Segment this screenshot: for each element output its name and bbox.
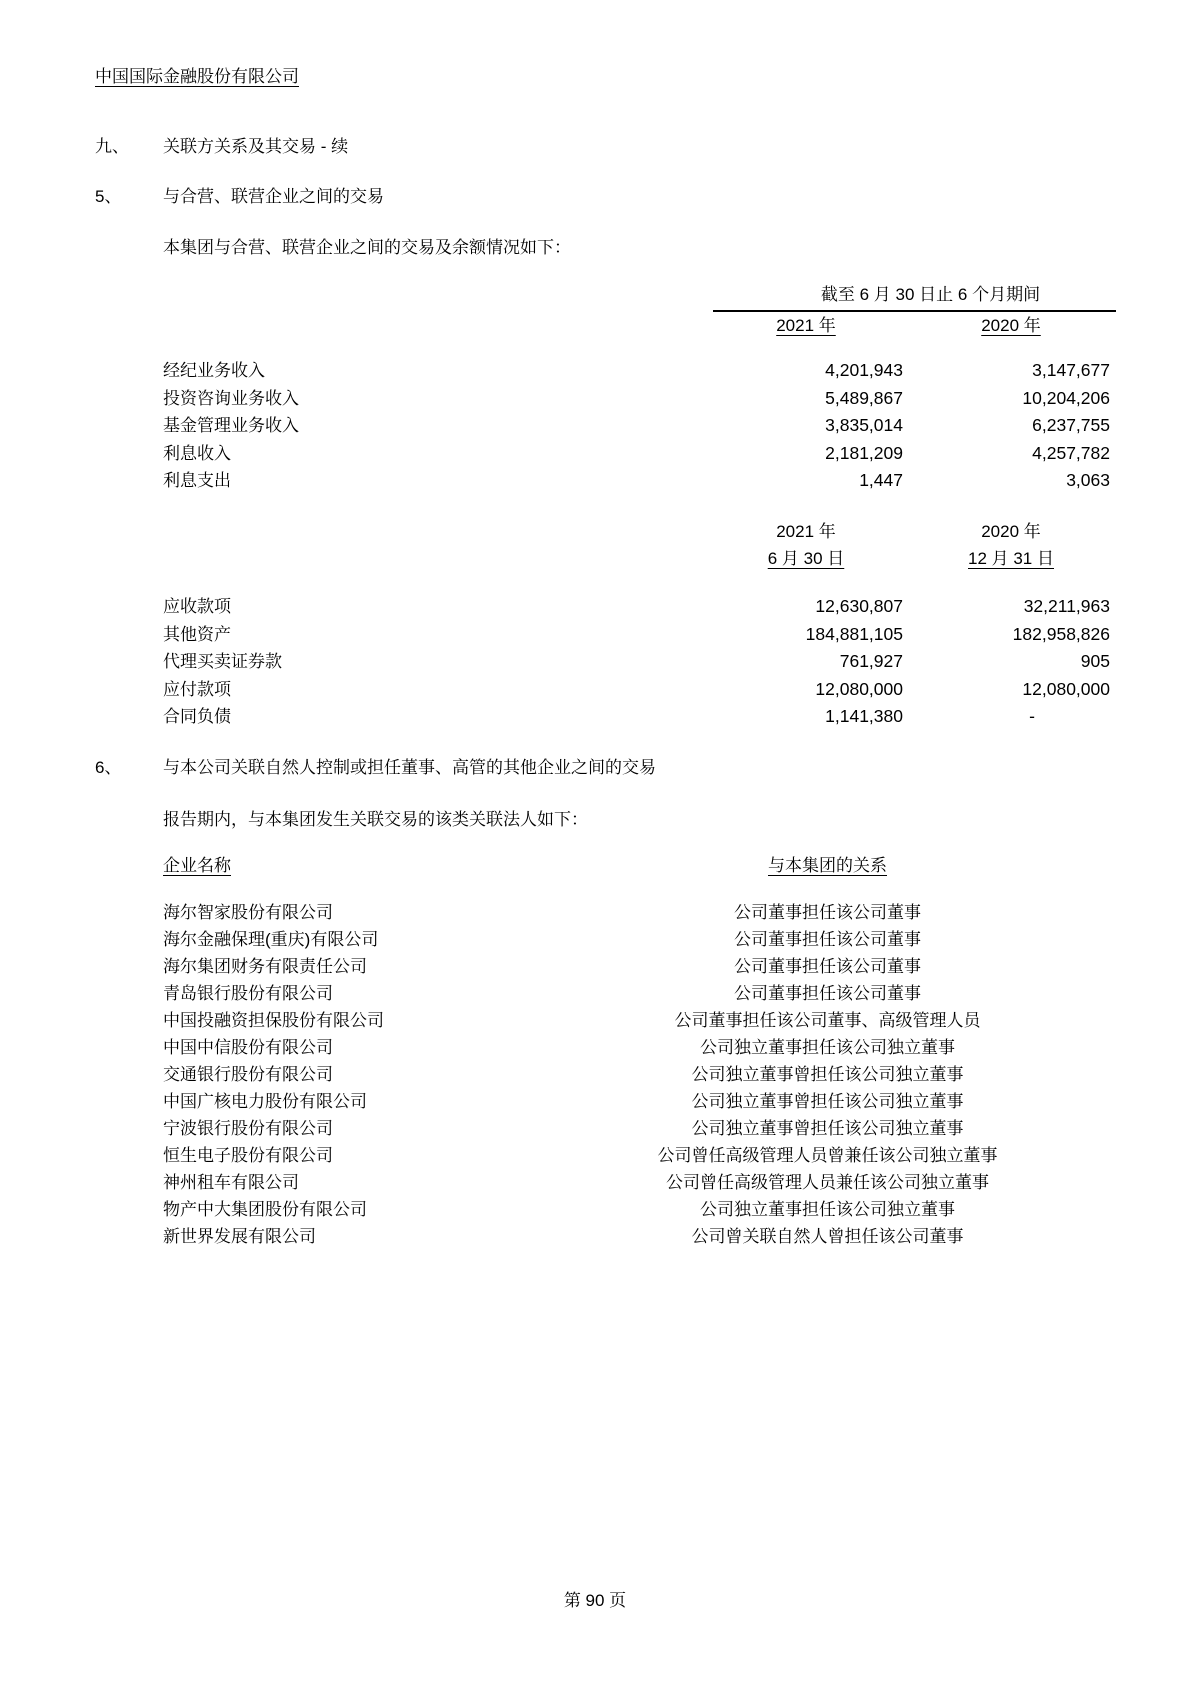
value-2021: 4,201,943: [825, 360, 903, 380]
table-row: [163, 676, 1110, 704]
section-6-title: 与本公司关联自然人控制或担任董事、高管的其他企业之间的交易: [163, 758, 656, 777]
relation-cell: 公司独立董事曾担任该公司独立董事: [691, 1092, 964, 1111]
page-title: [95, 64, 299, 90]
company-name-cell: 中国广核电力股份有限公司: [163, 1092, 367, 1111]
value-2020: 3,147,677: [1032, 360, 1110, 380]
section-6-number: 6、: [95, 758, 122, 777]
list-item: [163, 1223, 1095, 1250]
table2-header-2021-jun30: 2021 年 6 月 30 日: [767, 522, 845, 568]
company-name-cell: 宁波银行股份有限公司: [163, 1119, 333, 1138]
relation-cell: 公司曾任高级管理人员兼任该公司独立董事: [666, 1173, 989, 1192]
company-name-cell: 交通银行股份有限公司: [163, 1065, 333, 1084]
value-dec31: -: [1029, 706, 1035, 726]
relation-cell: 公司独立董事曾担任该公司独立董事: [691, 1119, 964, 1138]
list-item: [163, 1115, 1095, 1142]
list-item: [163, 1169, 1095, 1196]
relation-cell: 公司董事担任该公司董事: [734, 903, 921, 922]
list-item: [163, 1034, 1095, 1061]
row-label: 投资咨询业务收入: [163, 388, 299, 408]
table-row: [163, 648, 1110, 676]
table1-column-headers: [583, 313, 1110, 339]
relation-cell: 公司独立董事曾担任该公司独立董事: [691, 1065, 964, 1084]
company-name-cell: 新世界发展有限公司: [163, 1227, 316, 1246]
row-label: 应付款项: [163, 679, 231, 699]
row-label: 利息支出: [163, 471, 231, 490]
row-label: 应收款项: [163, 597, 231, 616]
section-5-intro: 本集团与合营、联营企业之间的交易及余额情况如下：: [163, 238, 571, 257]
section-6-intro: 报告期内，与本集团发生关联交易的该类关联法人如下：: [163, 810, 588, 829]
section-6: [95, 755, 656, 781]
table-row: [163, 412, 1110, 440]
value-2020: 10,204,206: [1022, 387, 1110, 408]
row-label: 利息收入: [163, 443, 231, 463]
table-row: [163, 440, 1110, 468]
company-name-cell: 恒生电子股份有限公司: [163, 1146, 333, 1165]
value-jun30: 12,080,000: [815, 678, 903, 699]
row-label: 合同负债: [163, 707, 231, 726]
list-item: [163, 1142, 1095, 1169]
company-name-cell: 中国中信股份有限公司: [163, 1038, 333, 1057]
value-2021: 3,835,014: [825, 415, 903, 435]
value-dec31: 12,080,000: [1022, 678, 1110, 699]
value-2021: 5,489,867: [825, 387, 903, 408]
list-item: [163, 1196, 1095, 1223]
table1-header-2020: 2020 年: [981, 316, 1041, 335]
value-jun30: 184,881,105: [805, 623, 903, 644]
value-2020: 6,237,755: [1032, 415, 1110, 435]
relation-cell: 公司董事担任该公司董事: [734, 930, 921, 949]
table-row: [163, 621, 1110, 649]
value-2021: 1,447: [859, 470, 903, 490]
relation-cell: 公司独立董事担任该公司独立董事: [700, 1200, 955, 1219]
list-item: [163, 953, 1095, 980]
related-parties-table: [163, 899, 1095, 1250]
list-item: [163, 899, 1095, 926]
relation-header: 与本集团的关系: [768, 856, 887, 875]
company-name-cell: 中国投融资担保股份有限公司: [163, 1011, 384, 1030]
table1-header-2021: 2021 年: [776, 316, 836, 335]
table-row: [163, 593, 1110, 621]
table2-column-headers: [583, 518, 1110, 572]
section-5-title: 与合营、联营企业之间的交易: [163, 187, 384, 206]
related-parties-headers: [163, 853, 1095, 879]
company-name-header: 企业名称: [163, 856, 231, 875]
value-jun30: 12,630,807: [815, 596, 903, 616]
company-name-cell: 海尔金融保理(重庆)有限公司: [163, 930, 379, 949]
value-jun30: 761,927: [839, 651, 903, 671]
table2-header-2020-dec31: 2020 年 12 月 31 日: [968, 522, 1054, 568]
company-name-cell: 物产中大集团股份有限公司: [163, 1200, 367, 1219]
company-name-cell: 青岛银行股份有限公司: [163, 984, 333, 1003]
section-5-number: 5、: [95, 187, 122, 206]
value-2021: 2,181,209: [825, 442, 903, 463]
list-item: [163, 926, 1095, 953]
list-item: [163, 1007, 1095, 1034]
row-label: 基金管理业务收入: [163, 416, 299, 435]
row-label: 代理买卖证券款: [163, 652, 282, 671]
relation-cell: 公司董事担任该公司董事: [734, 984, 921, 1003]
row-label: 其他资产: [163, 624, 231, 644]
list-item: [163, 1088, 1095, 1115]
table-row: [163, 385, 1110, 413]
section-9-number: 九、: [95, 137, 129, 156]
relation-cell: 公司曾任高级管理人员曾兼任该公司独立董事: [657, 1146, 998, 1165]
table-row: [163, 357, 1110, 385]
relation-cell: 公司董事担任该公司董事: [734, 957, 921, 976]
section-9-title: 关联方关系及其交易 - 续: [163, 137, 349, 156]
balances-table: [163, 593, 1110, 731]
table1-span-header: 截至 6 月 30 日止 6 个月期间: [713, 281, 1116, 312]
company-name-cell: 神州租车有限公司: [163, 1173, 299, 1192]
value-2020: 4,257,782: [1032, 442, 1110, 463]
value-2020: 3,063: [1066, 470, 1110, 490]
page-footer: 第 90 页: [563, 1591, 627, 1610]
section-9: [95, 134, 348, 160]
value-dec31: 32,211,963: [1023, 596, 1110, 616]
list-item: [163, 1061, 1095, 1088]
table-row: [163, 703, 1110, 731]
list-item: [163, 980, 1095, 1007]
value-jun30: 1,141,380: [825, 706, 903, 726]
relation-cell: 公司曾关联自然人曾担任该公司董事: [691, 1227, 964, 1246]
company-name-cell: 海尔智家股份有限公司: [163, 903, 333, 922]
table-row: [163, 467, 1110, 495]
value-dec31: 905: [1080, 651, 1110, 671]
relation-cell: 公司董事担任该公司董事、高级管理人员: [674, 1011, 981, 1030]
transactions-table: [163, 357, 1110, 495]
section-5: [95, 184, 384, 210]
row-label: 经纪业务收入: [163, 361, 265, 380]
value-dec31: 182,958,826: [1012, 623, 1110, 644]
relation-cell: 公司独立董事担任该公司独立董事: [700, 1038, 955, 1057]
company-name-cell: 海尔集团财务有限责任公司: [163, 957, 367, 976]
company-name: 中国国际金融股份有限公司: [95, 67, 299, 86]
